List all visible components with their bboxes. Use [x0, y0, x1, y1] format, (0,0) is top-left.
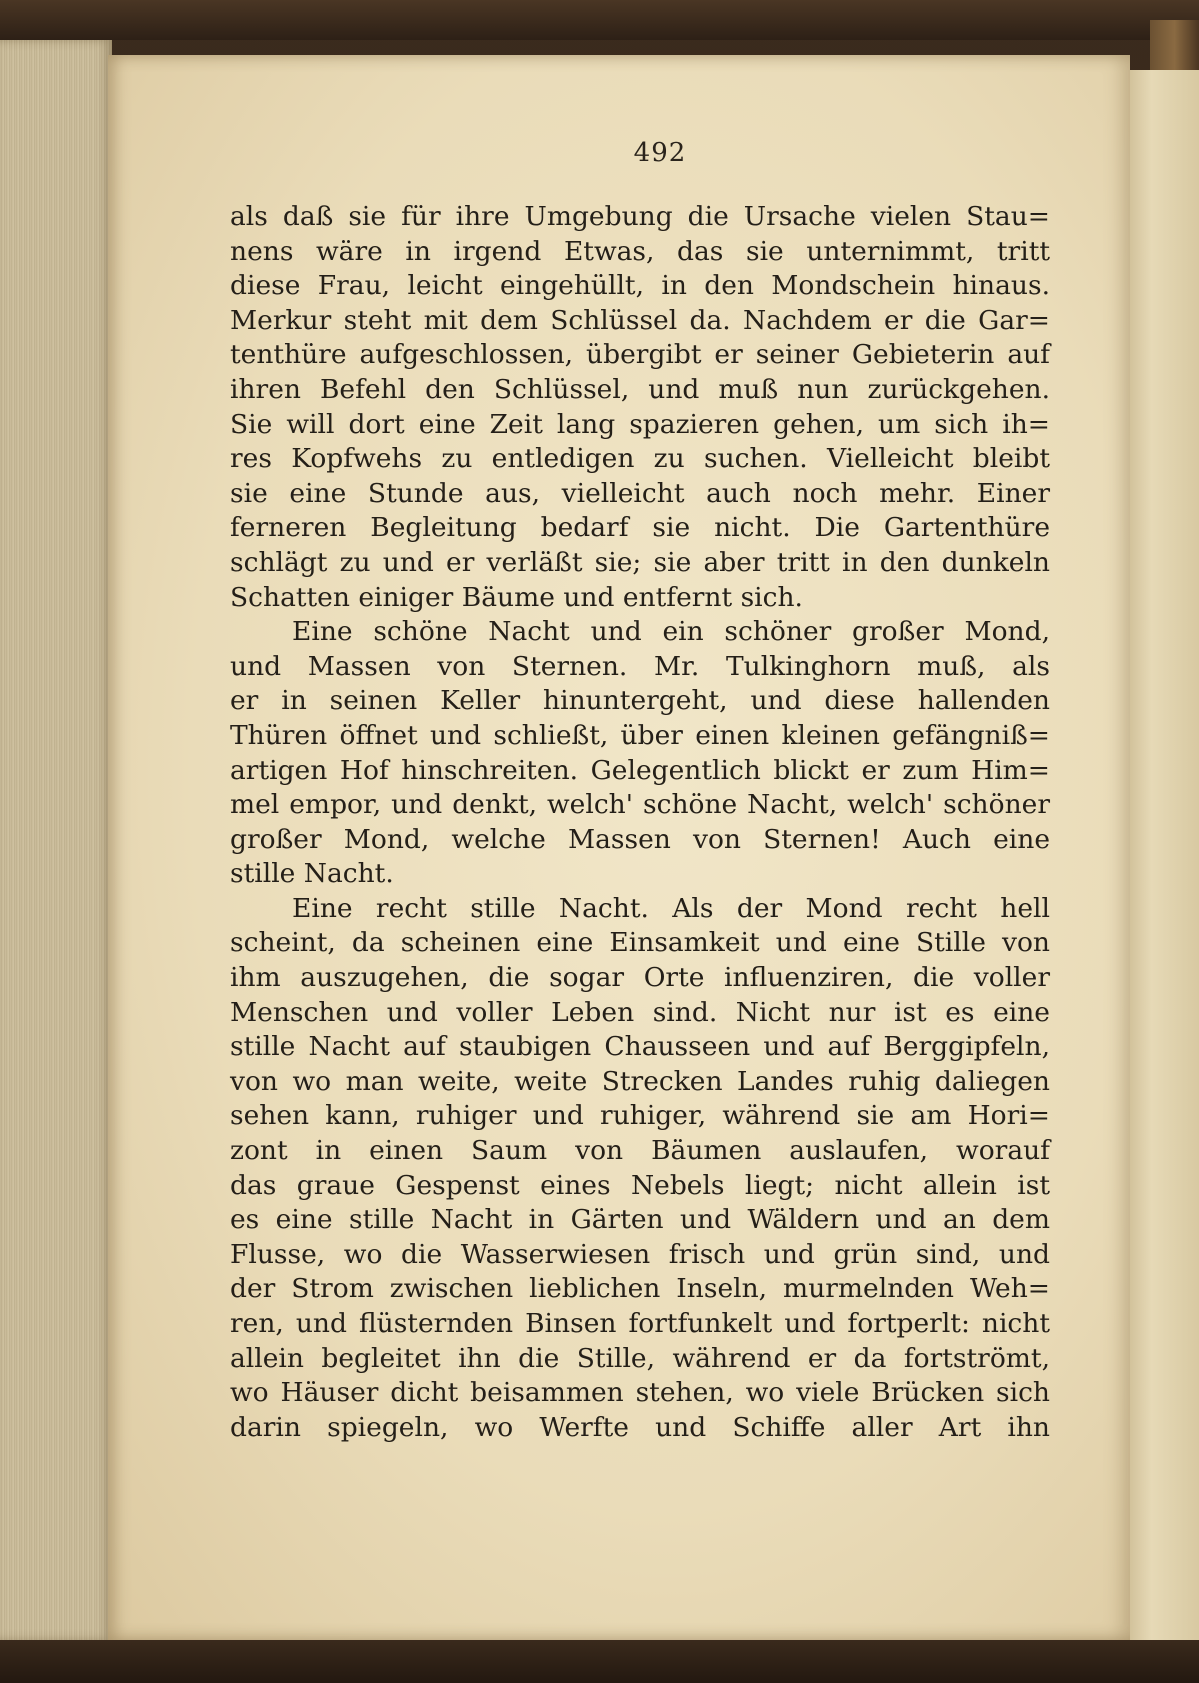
text-line: der Strom zwischen lieblichen Inseln, murmelnden Weh= — [230, 1273, 1050, 1305]
text-line: diese Frau, leicht eingehüllt, in den Mondschein hinaus. — [230, 270, 1050, 302]
text-line: stille Nacht. — [230, 858, 394, 890]
text-line: Sie will dort eine Zeit lang spazieren gehen, um sich ih= — [230, 408, 1050, 440]
text-line: mel empor, und denkt, welch' schöne Nacht, welch' schöner — [230, 789, 1050, 821]
text-line: stille Nacht auf staubigen Chausseen und auf Berggipfeln, — [230, 1031, 1050, 1063]
text-line: tenthüre aufgeschlossen, übergibt er seiner Gebieterin auf — [230, 339, 1050, 371]
text-line: ren, und flüsternden Binsen fortfunkelt und fortperlt: nicht — [230, 1308, 1050, 1339]
text-line: Eine recht stille Nacht. Als der Mond recht hell — [292, 892, 1050, 924]
page-edges-stack — [0, 40, 112, 1640]
text-line: großer Mond, welche Massen von Sternen! Auch eine — [230, 823, 1050, 855]
text-line: nens wäre in irgend Etwas, das sie unternimmt, tritt — [230, 235, 1050, 267]
page-number: 492 — [633, 138, 687, 168]
text-line: ihm auszugehen, die sogar Orte influenziren, die voller — [230, 962, 1050, 994]
text-line: es eine stille Nacht in Gärten und Wäldern und an dem — [230, 1204, 1050, 1236]
text-line: schlägt zu und er verläßt sie; sie aber tritt in den dunkeln — [230, 546, 1050, 578]
text-line: sehen kann, ruhiger und ruhiger, während sie am Hori= — [230, 1100, 1050, 1132]
text-line: Thüren öffnet und schließt, über einen kleinen gefängniß= — [230, 719, 1050, 751]
book-cover-top — [0, 0, 1199, 40]
text-line: und Massen von Sternen. Mr. Tulkinghorn muß, als — [230, 650, 1050, 682]
text-line: ihren Befehl den Schlüssel, und muß nun zurückgehen. — [230, 373, 1050, 405]
body-text — [230, 200, 1050, 1445]
text-line: res Kopfwehs zu entledigen zu suchen. Vielleicht bleibt — [230, 443, 1050, 475]
text-line: als daß sie für ihre Umgebung die Ursache vielen Stau= — [230, 201, 1050, 232]
text-line: Schatten einiger Bäume und entfernt sich. — [230, 581, 803, 613]
text-line: ferneren Begleitung bedarf sie nicht. Die Gartenthüre — [230, 512, 1050, 544]
text-line: Menschen und voller Leben sind. Nicht nur ist es eine — [230, 996, 1050, 1028]
text-line: er in seinen Keller hinuntergeht, und diese hallenden — [230, 685, 1050, 717]
text-line: Flusse, wo die Wasserwiesen frisch und grün sind, und — [230, 1238, 1050, 1270]
text-line: allein begleitet ihn die Stille, während er da fortströmt, — [230, 1342, 1050, 1374]
text-line: wo Häuser dicht beisammen stehen, wo viele Brücken sich — [230, 1377, 1050, 1409]
text-line: zont in einen Saum von Bäumen auslaufen, worauf — [230, 1135, 1050, 1167]
text-line: das graue Gespenst eines Nebels liegt; nicht allein ist — [230, 1169, 1050, 1201]
facing-page-edge — [1120, 70, 1199, 1640]
text-line: Eine schöne Nacht und ein schöner großer Mond, — [292, 616, 1050, 648]
text-line: von wo man weite, weite Strecken Landes ruhig daliegen — [230, 1065, 1050, 1097]
text-line: sie eine Stunde aus, vielleicht auch noch mehr. Einer — [230, 477, 1050, 509]
text-line: scheint, da scheinen eine Einsamkeit und eine Stille von — [230, 927, 1050, 959]
text-line: darin spiegeln, wo Werfte und Schiffe aller Art ihn — [230, 1411, 1050, 1443]
book-bottom-edge — [0, 1640, 1199, 1683]
text-line: artigen Hof hinschreiten. Gelegentlich blickt er zum Him= — [230, 754, 1050, 786]
text-line: Merkur steht mit dem Schlüssel da. Nachdem er die Gar= — [230, 304, 1050, 336]
